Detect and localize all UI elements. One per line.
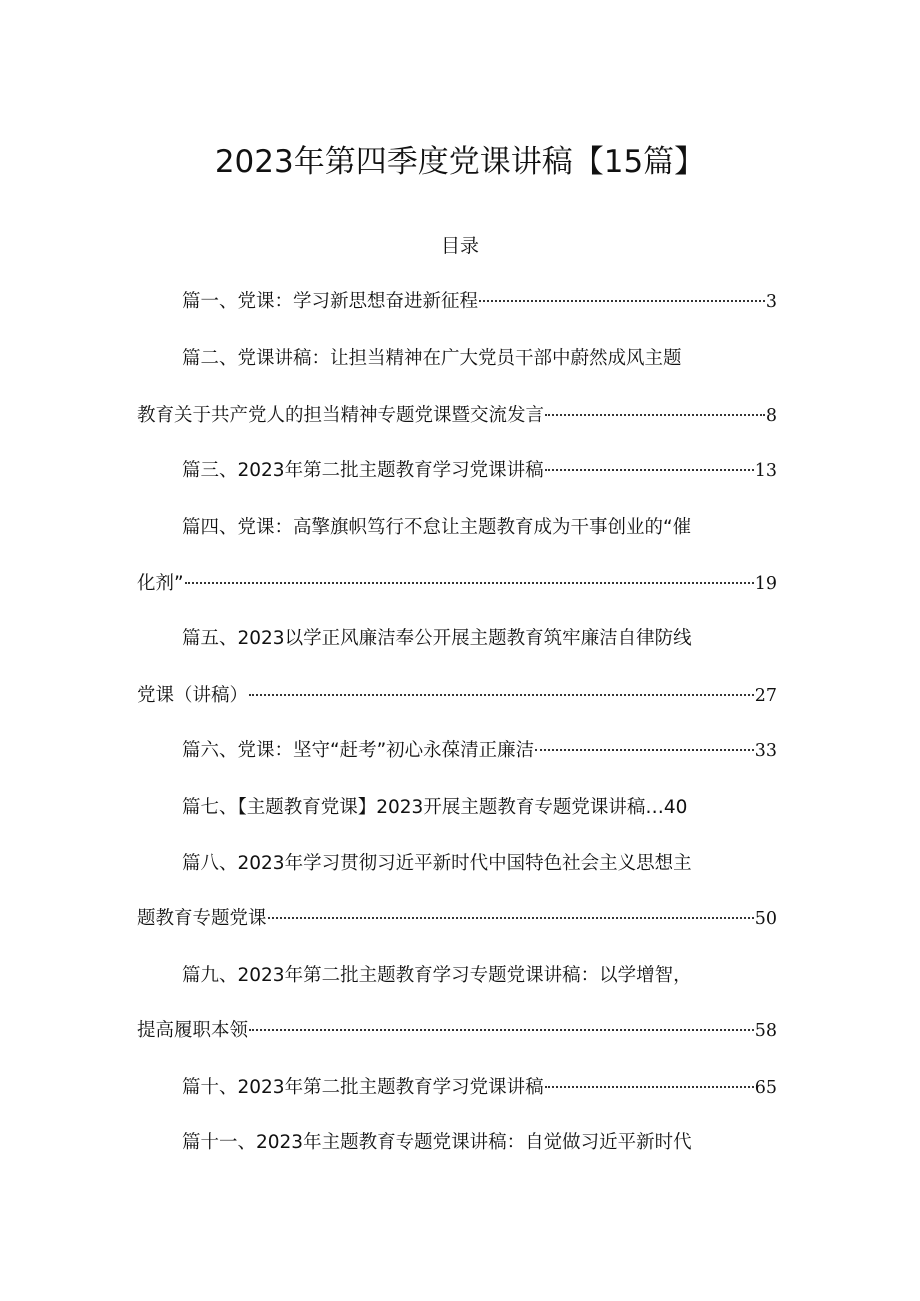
toc-entry-text: 篇二、党课讲稿：让担当精神在广大党员干部中蔚然成风主题 [182, 348, 682, 369]
toc-entry-4[interactable] [182, 513, 691, 543]
toc-entry-11[interactable] [182, 1128, 692, 1158]
toc-page-number: 3 [765, 292, 777, 312]
dot-leader [268, 917, 754, 919]
toc-entry-text: 提高履职本领 [137, 1020, 249, 1041]
dot-leader [545, 1086, 754, 1088]
toc-entry-10[interactable] [182, 1073, 777, 1103]
toc-entry-text: 篇七、【主题教育党课】2023开展主题教育专题党课讲稿…40 [182, 797, 688, 818]
toc-entry-text: 篇八、2023年学习贯彻习近平新时代中国特色社会主义思想主 [182, 853, 692, 874]
dot-leader [249, 1029, 754, 1031]
toc-entry-4-continued[interactable] [137, 569, 777, 599]
toc-entry-3[interactable] [182, 456, 777, 486]
toc-page-number: 13 [754, 461, 777, 481]
toc-page-number: 27 [754, 686, 777, 706]
toc-page-number: 58 [754, 1021, 777, 1041]
toc-entry-text: 篇四、党课：高擎旗帜笃行不怠让主题教育成为干事创业的“催 [182, 517, 692, 538]
dot-leader [185, 582, 754, 584]
dot-leader [535, 749, 754, 751]
toc-entry-text: 篇九、2023年第二批主题教育学习专题党课讲稿：以学增智， [182, 965, 692, 986]
dot-leader [249, 694, 754, 696]
document-title: 2023年第四季度党课讲稿【15篇】 [214, 144, 706, 180]
toc-entry-text: 篇十一、2023年主题教育专题党课讲稿：自觉做习近平新时代 [182, 1132, 692, 1153]
toc-entry-text: 篇三、2023年第二批主题教育学习党课讲稿 [182, 460, 544, 481]
toc-entry-text: 篇六、党课：坚守“赶考”初心永葆清正廉洁 [182, 740, 535, 761]
toc-entry-text: 党课（讲稿） [137, 685, 249, 706]
toc-page-number: 65 [754, 1078, 777, 1098]
toc-entry-9-continued[interactable] [137, 1016, 777, 1046]
toc-entry-2[interactable] [182, 344, 682, 374]
toc-entry-text: 题教育专题党课 [137, 908, 267, 929]
toc-entry-text: 化剂” [137, 573, 184, 594]
dot-leader [479, 300, 765, 302]
toc-page-number: 8 [765, 406, 777, 426]
toc-entry-6[interactable] [182, 736, 777, 766]
toc-entry-7[interactable] [182, 793, 687, 823]
toc-entry-8-continued[interactable] [137, 904, 777, 934]
toc-entry-text: 篇十、2023年第二批主题教育学习党课讲稿 [182, 1077, 544, 1098]
toc-page-number: 33 [754, 741, 777, 761]
dot-leader [545, 414, 765, 416]
toc-page-number: 50 [754, 909, 777, 929]
toc-entry-5[interactable] [182, 624, 692, 654]
toc-entry-9[interactable] [182, 961, 692, 991]
dot-leader [545, 469, 754, 471]
toc-entry-text: 篇五、2023以学正风廉洁奉公开展主题教育筑牢廉洁自律防线 [182, 628, 692, 649]
toc-entry-2-continued[interactable] [137, 401, 777, 431]
toc-entry-5-continued[interactable] [137, 681, 777, 711]
toc-heading: 目录 [440, 235, 479, 257]
toc-entry-text: 篇一、党课：学习新思想奋进新征程 [182, 291, 479, 312]
toc-entry-8[interactable] [182, 849, 692, 879]
toc-page-number: 19 [754, 574, 777, 594]
toc-entry-text: 教育关于共产党人的担当精神专题党课暨交流发言 [137, 405, 545, 426]
toc-entry-1[interactable] [182, 287, 777, 317]
